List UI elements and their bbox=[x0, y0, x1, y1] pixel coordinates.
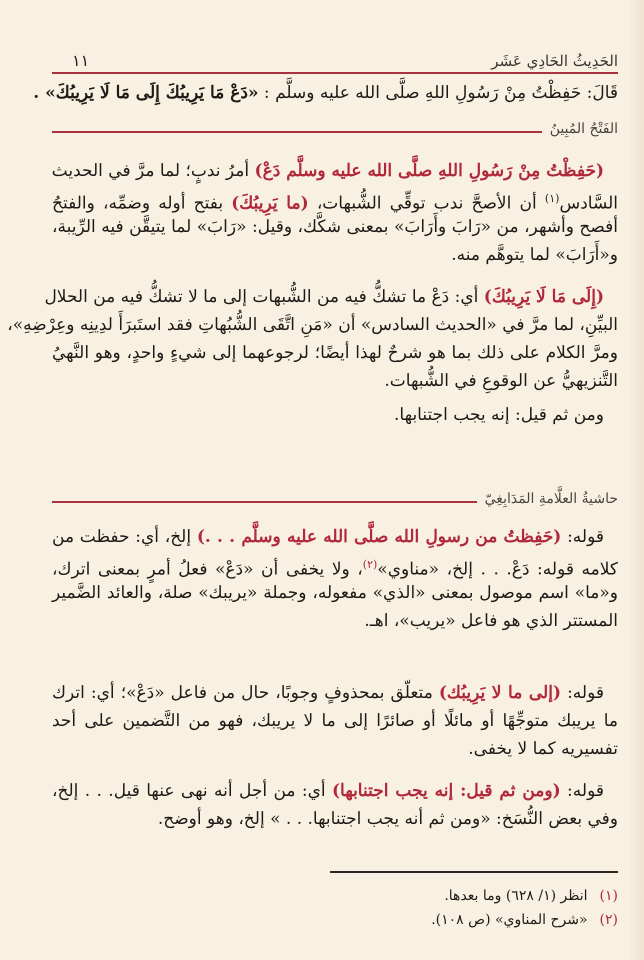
line-text: السَّادس bbox=[559, 193, 619, 214]
line-text: ومرَّ الكلام على ذلك بما هو شرحٌ لهذا أيضًا؛ لرجوعهما إلى شيءٍ واحدٍ، وهو النَّهيُ bbox=[52, 343, 618, 363]
line-text: و«ما» اسم موصول بمعنى «الذي» مفعوله، وجملة «يريبك» صلة، والعائد الضَّمير bbox=[52, 583, 618, 603]
page-edge bbox=[630, 0, 644, 960]
footnote-number: (١) bbox=[599, 888, 618, 904]
line-text: أفصح وأشهر، من «رَابَ وأَرَابَ» بمعنى شكَّك، وقيل: «رَابَ» لما يتيقَّن فيه الرِّيبة، bbox=[52, 217, 618, 237]
line-text: ، ولا يخفى أن «دَعْ» فعلُ أمرٍ بمعنى اترك، bbox=[52, 559, 363, 580]
line-text: و«أَرَابَ» لما يتوهَّم منه. bbox=[451, 245, 618, 265]
line-text: البيِّنِ، لما مرَّ في «الحديث السادس» أن «مَنِ اتَّقَى الشُّبُهاتِ فقد استَبرَأَ لدِينِه وعِرْضِهِ»، bbox=[7, 315, 618, 335]
footnote-number: (٢) bbox=[599, 912, 618, 928]
line-text: المستتر الذي هو فاعل «يريب»، اهـ. bbox=[364, 611, 618, 631]
running-head bbox=[52, 46, 618, 70]
text-line bbox=[52, 242, 618, 268]
footnote-1 bbox=[444, 886, 618, 906]
text-line bbox=[52, 368, 618, 394]
text-line bbox=[52, 708, 618, 734]
section-title: الفَتْحُ المُبِينُ bbox=[549, 121, 618, 137]
text-line bbox=[52, 680, 618, 706]
line-text: قوله: bbox=[561, 527, 604, 547]
text-line bbox=[52, 778, 618, 804]
section-header-fath-al-mubin bbox=[52, 118, 618, 140]
line-text: قوله: bbox=[560, 781, 604, 801]
footnote-2 bbox=[431, 910, 618, 930]
section-title: حاشيةُ العلَّامةِ المَدَابِغِيّ bbox=[484, 491, 618, 507]
line-text: إلخ، أي: حفظت من bbox=[52, 527, 197, 547]
quoted-matn: (إِلَى مَا لَا يَرِيبُكَ) bbox=[483, 287, 604, 307]
line-text: وفي بعض النُّسَخ: «ومن ثم أنه يجب اجتنابها. . . » إلخ، وهو أوضح. bbox=[157, 809, 618, 829]
line-text: أمرُ ندبٍ؛ لما مرَّ في الحديث bbox=[51, 161, 255, 181]
header-rule bbox=[52, 72, 618, 74]
matn-hadith: «دَعْ مَا يَرِيبُكَ إِلَى مَا لَا يَرِيبُكَ» . bbox=[33, 83, 259, 103]
page-number: ١١ bbox=[72, 51, 90, 70]
text-line bbox=[44, 284, 618, 310]
text-line bbox=[52, 580, 618, 606]
line-text: قوله: bbox=[561, 683, 604, 703]
line-text: التَّنزيهيُّ عن الوقوعِ في الشُّبهات. bbox=[384, 371, 618, 391]
quoted-matn: (ومن ثم قيل: إنه يجب اجتنابها) bbox=[332, 781, 561, 801]
text-line bbox=[52, 524, 618, 550]
footnote-separator bbox=[330, 871, 618, 873]
line-text: متعلّق بمحذوفٍ وجوبًا، حال من فاعل «دَعْ»؛ أي: اترك bbox=[52, 683, 439, 703]
matn-prefix: قَالَ: حَفِظْتُ مِنْ رَسُولِ اللهِ صلَّى الله عليه وسلَّم : bbox=[258, 83, 618, 103]
text-line bbox=[52, 402, 618, 428]
text-line bbox=[52, 340, 618, 366]
text-line bbox=[7, 312, 618, 338]
running-title: الحَدِيثُ الحَادِي عَشَر bbox=[491, 52, 618, 70]
matn-line bbox=[33, 80, 618, 106]
text-line bbox=[52, 158, 618, 184]
text-line bbox=[52, 552, 618, 583]
line-text: أي: دَعْ ما تشكُّ فيه من الشُّبهات إلى ما لا تشكُّ فيه من الحلال bbox=[44, 287, 484, 307]
footnote-ref[interactable]: (٢) bbox=[362, 558, 378, 571]
quoted-matn: (حَفِظْتُ مِنْ رَسُولِ اللهِ صلَّى الله عليه وسلَّم دَعْ) bbox=[254, 161, 604, 181]
line-text: كلامه قوله: دَعْ. . . إلخ، «مناوي» bbox=[377, 559, 618, 580]
text-line bbox=[52, 806, 618, 832]
quoted-matn: (حَفِظتُ من رسولِ الله صلَّى الله عليه وسلَّم . . .) bbox=[196, 527, 562, 547]
line-text: ما يريبك متوجِّهًا أو مائلًا أو صائرًا إلى ما لا يريبك، فهو من التَّضمين على أحد bbox=[52, 711, 618, 731]
line-text: أي: من أجل أنه نهى عنها قيل. . . إلخ، bbox=[52, 781, 333, 801]
footnote-text: انظر (١/ ٦٢٨) وما بعدها. bbox=[444, 888, 588, 904]
footnote-ref[interactable]: (١) bbox=[544, 192, 560, 205]
quoted-matn: (ما يَرِيبُكَ) bbox=[231, 193, 309, 214]
line-text: أن الأصحَّ ندب توقِّي الشُّبهات، bbox=[308, 193, 545, 214]
section-rule bbox=[52, 501, 477, 503]
line-text: تفسيريه كما لا يخفى. bbox=[468, 739, 618, 759]
text-line bbox=[52, 186, 618, 217]
section-header-hashiyat-al-madabighi bbox=[52, 488, 618, 510]
footnote-text: «شرح المناوي» (ص ١٠٨). bbox=[431, 912, 588, 928]
text-line bbox=[52, 608, 618, 634]
text-line bbox=[52, 736, 618, 762]
section-rule bbox=[52, 131, 542, 133]
text-line bbox=[52, 214, 618, 240]
line-text: ومن ثم قيل: إنه يجب اجتنابها. bbox=[394, 405, 604, 425]
line-text: بفتح أوله وضمِّه، والفتحُ bbox=[52, 193, 232, 214]
quoted-matn: (إلى ما لا يَرِيبُك) bbox=[438, 683, 562, 703]
